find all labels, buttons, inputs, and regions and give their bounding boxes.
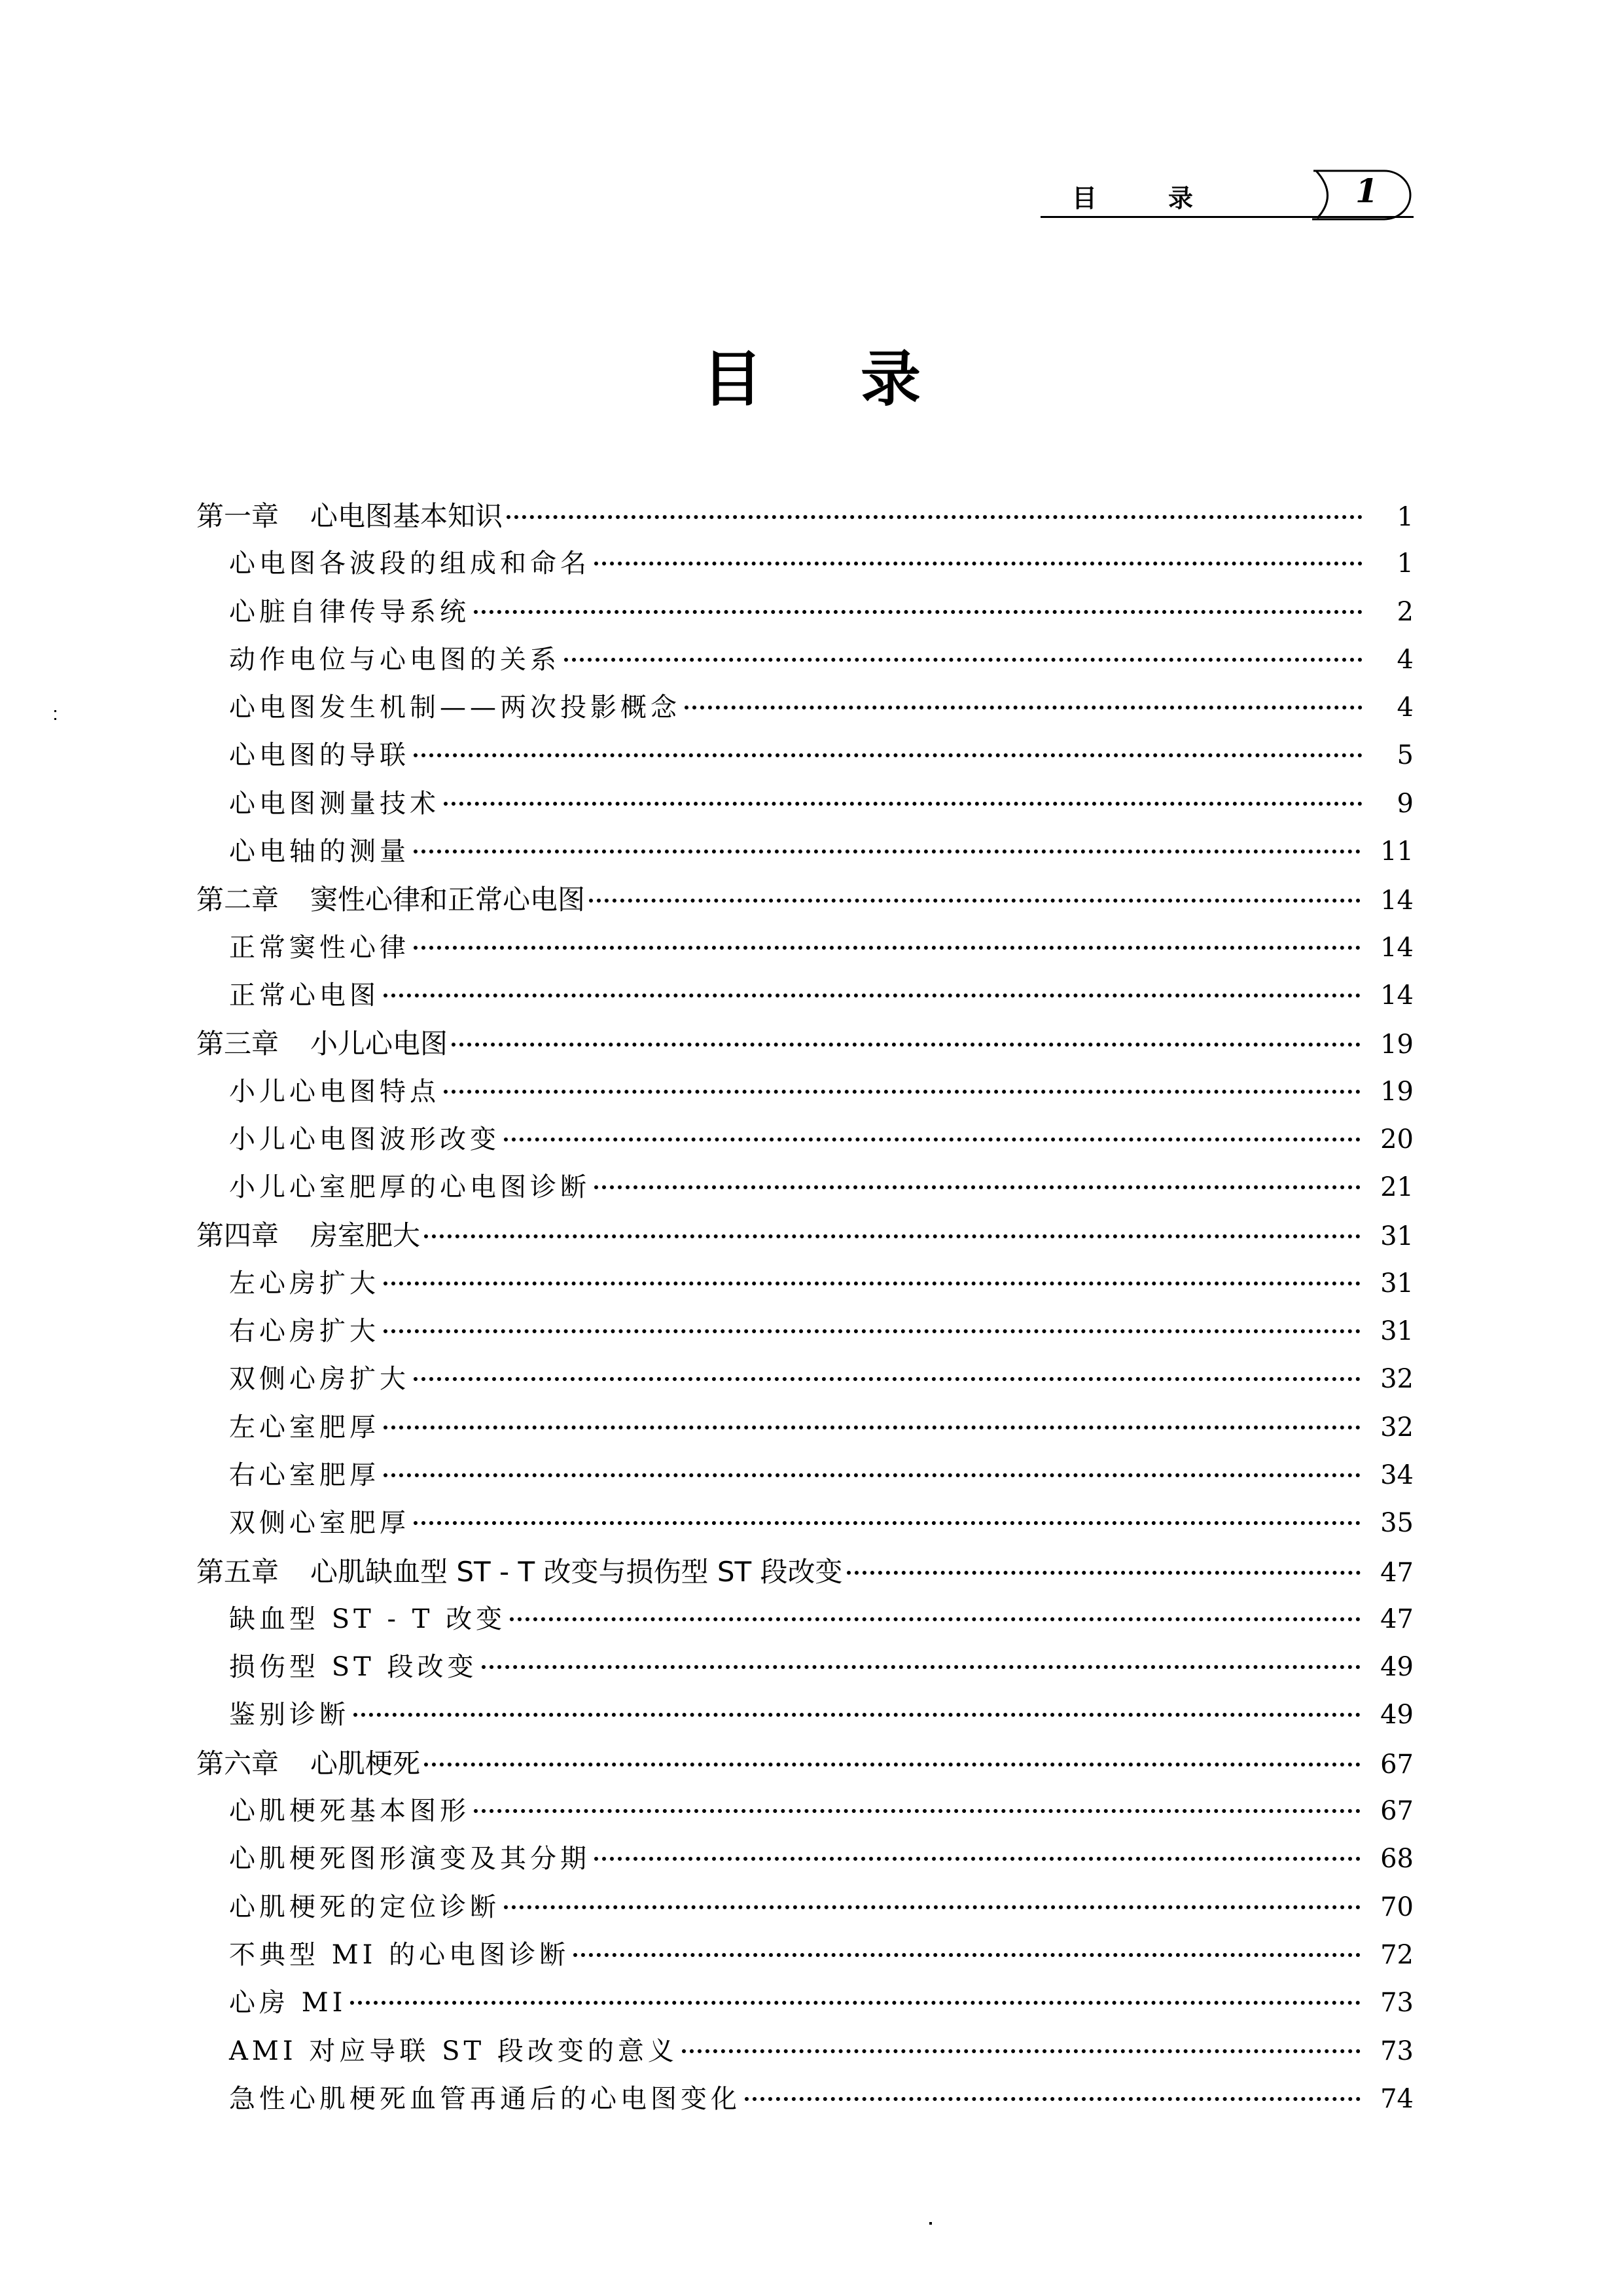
toc-chapter-entry[interactable]	[196, 1740, 1414, 1787]
dot-leader	[444, 1089, 1361, 1094]
section-title: 鉴别诊断	[229, 1700, 349, 1731]
chapter-number: 第一章	[196, 500, 279, 532]
page-number-ref: 19	[1380, 1076, 1414, 1107]
dot-leader	[594, 561, 1363, 565]
section-title: 心电图发生机制——两次投影概念	[229, 692, 681, 723]
toc-section-entry[interactable]	[196, 1116, 1414, 1164]
dot-leader	[847, 1570, 1361, 1575]
dot-leader	[594, 1856, 1361, 1861]
page-title-char-2: 录	[861, 344, 921, 414]
section-title: 正常窦性心律	[229, 932, 410, 963]
page-number-ref: 32	[1380, 1364, 1414, 1395]
dot-leader	[474, 1808, 1361, 1813]
toc-section-entry[interactable]	[196, 540, 1414, 588]
toc-section-entry[interactable]	[196, 828, 1414, 876]
dot-leader	[452, 1042, 1361, 1047]
running-header-label-char-1: 目	[1072, 184, 1097, 213]
page-number-ref: 47	[1380, 1604, 1414, 1634]
toc-section-entry[interactable]	[196, 780, 1414, 828]
toc-section-entry[interactable]	[196, 1308, 1414, 1355]
section-title: AMI 对应导联 ST 段改变的意义	[229, 2036, 678, 2066]
section-title: 正常心电图	[229, 980, 380, 1011]
toc-chapter-entry[interactable]	[196, 1211, 1414, 1259]
toc-section-entry[interactable]	[196, 1787, 1414, 1835]
chapter-title: 心肌梗死	[310, 1747, 421, 1780]
section-title: 心肌梗死图形演变及其分期	[229, 1844, 590, 1874]
page-number-ref: 31	[1380, 1316, 1414, 1347]
scan-speck	[54, 710, 56, 712]
toc-section-entry[interactable]	[196, 588, 1414, 636]
toc-section-entry[interactable]	[196, 1931, 1414, 1979]
page-number-ref: 1	[1397, 502, 1414, 532]
section-title: 急性心肌梗死血管再通后的心电图变化	[229, 2083, 741, 2114]
toc-section-entry[interactable]	[196, 636, 1414, 684]
page-number-ref: 14	[1380, 886, 1414, 916]
page-number-ref: 68	[1380, 1844, 1414, 1874]
toc-section-entry[interactable]	[196, 2075, 1414, 2123]
section-title: 左心室肥厚	[229, 1412, 380, 1443]
toc-section-entry[interactable]	[196, 732, 1414, 780]
toc-section-entry[interactable]	[196, 1499, 1414, 1547]
page-number-ref: 35	[1380, 1508, 1414, 1539]
scan-speck	[54, 718, 56, 720]
page-number-tab	[1312, 169, 1423, 220]
page-number-ref: 73	[1380, 1988, 1414, 2018]
section-title: 右心室肥厚	[229, 1460, 380, 1490]
page-number-ref: 1	[1397, 548, 1414, 579]
chapter-number: 第六章	[196, 1747, 279, 1780]
dot-leader	[564, 657, 1363, 662]
page-number-ref: 49	[1380, 1652, 1414, 1683]
section-title: 双侧心室肥厚	[229, 1508, 410, 1539]
section-title: 右心房扩大	[229, 1316, 380, 1347]
toc-section-entry[interactable]	[196, 972, 1414, 1020]
toc-section-entry[interactable]	[196, 1596, 1414, 1643]
page-number-ref: 5	[1397, 740, 1414, 771]
table-of-contents	[196, 492, 1414, 2123]
page-number-ref: 21	[1380, 1172, 1414, 1203]
page-number-ref: 73	[1380, 2036, 1414, 2066]
dot-leader	[383, 1473, 1361, 1477]
toc-section-entry[interactable]	[196, 1164, 1414, 1211]
page-number-ref: 32	[1380, 1412, 1414, 1443]
dot-leader	[353, 1712, 1361, 1717]
chapter-title: 窦性心律和正常心电图	[310, 884, 586, 916]
toc-section-entry[interactable]	[196, 1979, 1414, 2027]
dot-leader	[383, 1329, 1361, 1333]
chapter-title: 心电图基本知识	[310, 500, 503, 532]
section-title: 左心房扩大	[229, 1268, 380, 1299]
section-title: 心电轴的测量	[229, 836, 410, 867]
toc-chapter-entry[interactable]	[196, 492, 1414, 540]
dot-leader	[510, 1617, 1361, 1621]
section-title: 心房 MI	[229, 1988, 347, 2018]
page-number-ref: 31	[1380, 1221, 1414, 1252]
page-number-ref: 31	[1380, 1268, 1414, 1299]
toc-section-entry[interactable]	[196, 1355, 1414, 1403]
page-number-ref: 49	[1380, 1700, 1414, 1731]
toc-section-entry[interactable]	[196, 1884, 1414, 1931]
chapter-number: 第四章	[196, 1219, 279, 1252]
chapter-title: 房室肥大	[310, 1219, 421, 1252]
dot-leader	[504, 1905, 1361, 1909]
dot-leader	[424, 1762, 1361, 1767]
dot-leader	[474, 609, 1363, 614]
page-number-ref: 74	[1380, 2083, 1414, 2114]
page-number-ref: 2	[1397, 596, 1414, 627]
running-header	[1041, 169, 1427, 221]
toc-section-entry[interactable]	[196, 1835, 1414, 1883]
dot-leader	[594, 1185, 1361, 1189]
page-number-ref: 14	[1380, 980, 1414, 1011]
dot-leader	[414, 945, 1361, 950]
page-number-ref: 20	[1380, 1124, 1414, 1155]
dot-leader	[414, 1376, 1361, 1381]
toc-chapter-entry[interactable]	[196, 1548, 1414, 1596]
page-number-ref: 67	[1380, 1749, 1414, 1780]
section-title: 不典型 MI 的心电图诊断	[229, 1939, 570, 1970]
toc-section-entry[interactable]	[196, 924, 1414, 972]
page-number-ref: 67	[1380, 1796, 1414, 1827]
section-title: 小儿心电图特点	[229, 1076, 440, 1107]
dot-leader	[507, 514, 1363, 519]
page-number-ref: 34	[1380, 1460, 1414, 1490]
page-number-ref: 4	[1397, 692, 1414, 723]
page-title	[0, 344, 1623, 416]
section-title: 心脏自律传导系统	[229, 596, 470, 627]
chapter-number: 第三章	[196, 1028, 279, 1060]
dot-leader	[482, 1664, 1361, 1669]
chapter-title: 小儿心电图	[310, 1028, 448, 1060]
section-title: 损伤型 ST 段改变	[229, 1652, 478, 1683]
toc-section-entry[interactable]	[196, 1643, 1414, 1691]
dot-leader	[383, 993, 1361, 997]
chapter-number: 第二章	[196, 884, 279, 916]
page-title-char-1: 目	[702, 344, 762, 414]
dot-leader	[589, 898, 1361, 903]
toc-chapter-entry[interactable]	[196, 1020, 1414, 1067]
page-number-ref: 9	[1397, 788, 1414, 819]
toc-section-entry[interactable]	[196, 1260, 1414, 1308]
scan-speck	[929, 2222, 932, 2225]
section-title: 小儿心室肥厚的心电图诊断	[229, 1172, 590, 1203]
section-title: 双侧心房扩大	[229, 1364, 410, 1395]
running-header-label-char-2: 录	[1168, 184, 1194, 213]
section-title: 心肌梗死的定位诊断	[229, 1892, 500, 1922]
dot-leader	[350, 2000, 1361, 2005]
page-number-ref: 47	[1380, 1557, 1414, 1588]
dot-leader	[424, 1234, 1361, 1238]
section-title: 心电图各波段的组成和命名	[229, 548, 590, 579]
toc-section-entry[interactable]	[196, 2028, 1414, 2075]
dot-leader	[414, 753, 1363, 757]
section-title: 心肌梗死基本图形	[229, 1796, 470, 1827]
page-number-ref: 70	[1380, 1892, 1414, 1922]
dot-leader	[383, 1281, 1361, 1285]
section-title: 缺血型 ST - T 改变	[229, 1604, 507, 1634]
chapter-title: 心肌缺血型 ST - T 改变与损伤型 ST 段改变	[310, 1555, 843, 1588]
section-title: 小儿心电图波形改变	[229, 1124, 500, 1155]
toc-chapter-entry[interactable]	[196, 876, 1414, 924]
dot-leader	[745, 2096, 1361, 2101]
page-number-ref: 19	[1380, 1030, 1414, 1060]
section-title: 动作电位与心电图的关系	[229, 644, 560, 675]
dot-leader	[504, 1137, 1361, 1141]
page-number: 1	[1355, 171, 1378, 210]
section-title: 心电图的导联	[229, 740, 410, 771]
page-number-ref: 14	[1380, 932, 1414, 963]
chapter-number: 第五章	[196, 1555, 279, 1588]
dot-leader	[685, 705, 1363, 709]
dot-leader	[414, 849, 1361, 853]
toc-section-entry[interactable]	[196, 1691, 1414, 1739]
dot-leader	[444, 801, 1363, 806]
page-number-ref: 4	[1397, 644, 1414, 675]
toc-section-entry[interactable]	[196, 684, 1414, 732]
page-number-ref: 72	[1380, 1939, 1414, 1970]
toc-section-entry[interactable]	[196, 1404, 1414, 1452]
page-number-ref: 11	[1380, 836, 1414, 867]
dot-leader	[682, 2049, 1361, 2053]
dot-leader	[383, 1425, 1361, 1429]
dot-leader	[414, 1520, 1361, 1525]
toc-section-entry[interactable]	[196, 1068, 1414, 1116]
section-title: 心电图测量技术	[229, 788, 440, 819]
toc-section-entry[interactable]	[196, 1452, 1414, 1499]
dot-leader	[573, 1952, 1361, 1957]
